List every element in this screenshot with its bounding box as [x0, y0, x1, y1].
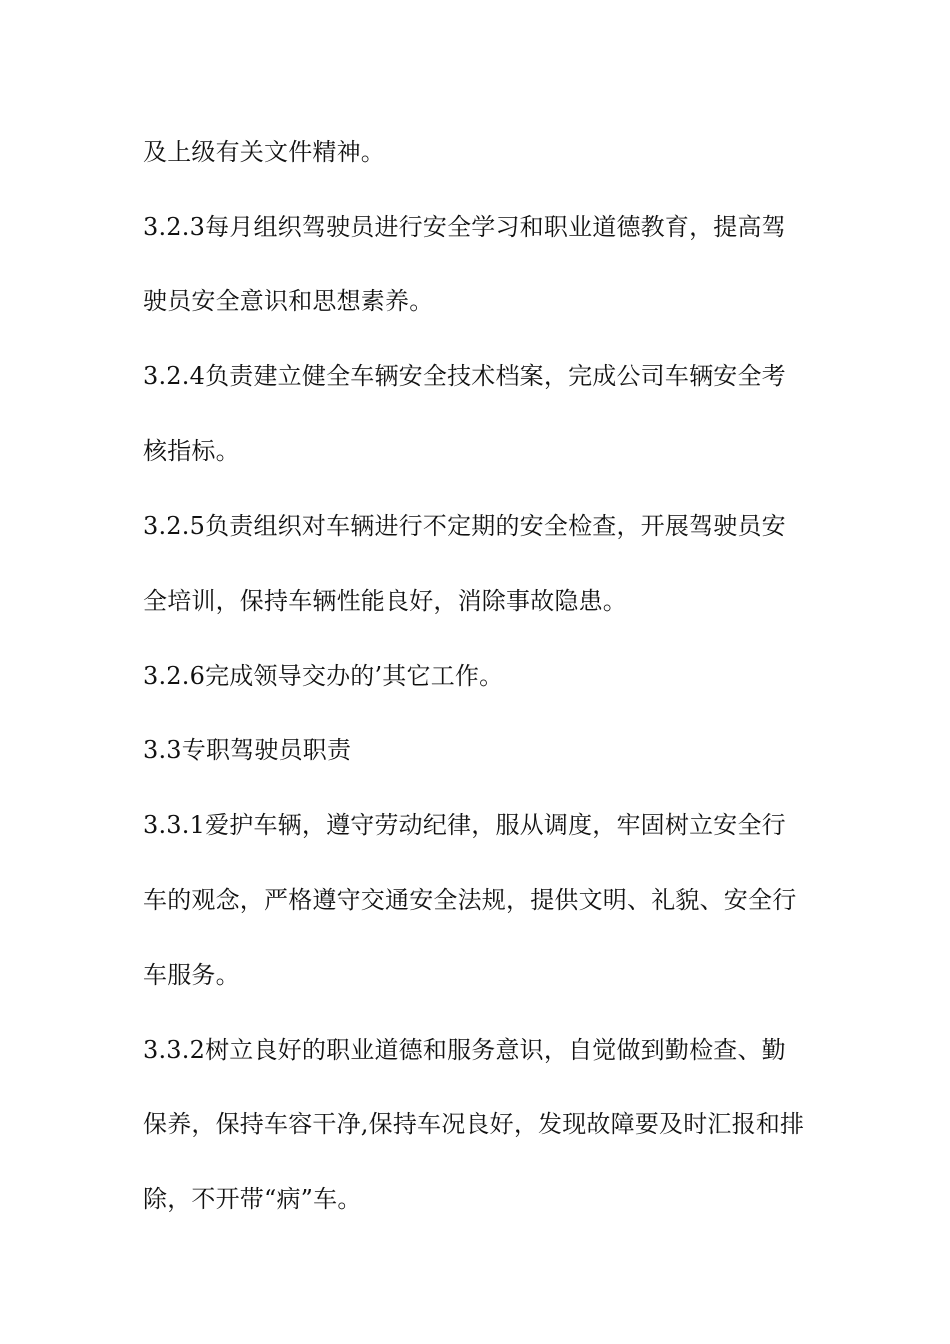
text-line-2: 3.2.3每月组织驾驶员进行安全学习和职业道德教育，提高驾 — [143, 213, 786, 241]
text-line-13: 3.3.2树立良好的职业道德和服务意识，自觉做到勤检查、勤 — [143, 1036, 786, 1064]
text-line-6: 3.2.5负责组织对车辆进行不定期的安全检查，开展驾驶员安 — [143, 512, 786, 540]
section-heading-3-3: 3.3专职驾驶员职责 — [143, 736, 352, 764]
text-line-1: 及上级有关文件精神。 — [143, 138, 385, 166]
text-line-7: 全培训，保持车辆性能良好，消除事故隐患。 — [143, 587, 627, 615]
text-line-3: 驶员安全意识和思想素养。 — [143, 287, 434, 315]
text-line-12: 车服务。 — [143, 961, 240, 989]
text-line-5: 核指标。 — [143, 437, 240, 465]
text-line-10: 3.3.1爱护车辆，遵守劳动纪律，服从调度，牢固树立安全行 — [143, 811, 786, 839]
text-line-11: 车的观念，严格遵守交通安全法规，提供文明、礼貌、安全行 — [143, 886, 797, 914]
text-line-14: 保养，保持车容干净,保持车况良好，发现故障要及时汇报和排 — [143, 1110, 805, 1138]
text-line-15: 除，不开带“病”车。 — [143, 1185, 362, 1213]
text-line-4: 3.2.4负责建立健全车辆安全技术档案，完成公司车辆安全考 — [143, 362, 786, 390]
text-line-8: 3.2.6完成领导交办的’其它工作。 — [143, 662, 504, 690]
